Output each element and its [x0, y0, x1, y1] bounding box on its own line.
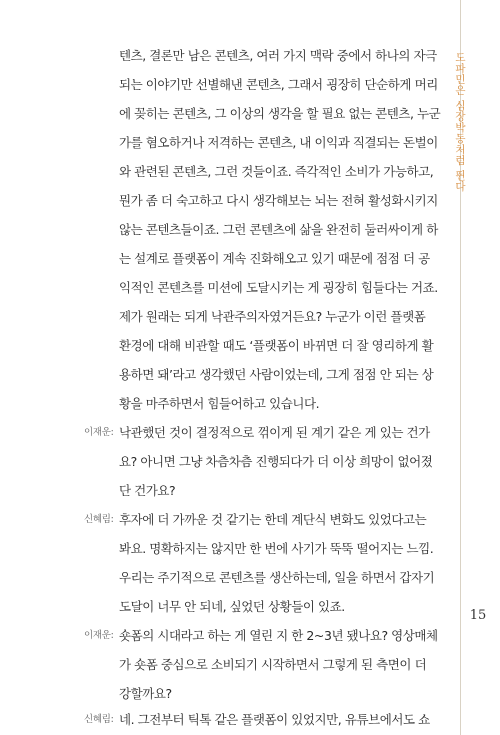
text-line: 에 꽂히는 콘텐츠, 그 이상의 생각을 할 필요 없는 콘텐츠, 누군	[119, 106, 441, 121]
text-line: 숏폼의 시대라고 하는 게 열린 지 한 2~3년 됐나요? 영상매체	[119, 628, 438, 643]
text-line: 황을 마주하면서 힘들어하고 있습니다.	[119, 396, 320, 411]
text-line: 네. 그전부터 틱톡 같은 플랫폼이 있었지만, 유튜브에서도 쇼	[119, 712, 430, 727]
text-line: 용하면 돼’라고 생각했던 사람이었는데, 그게 점점 안 되는 상	[119, 367, 434, 382]
text-line: 와 관련된 콘텐츠, 그런 것들이죠. 즉각적인 소비가 가능하고,	[119, 164, 434, 179]
text-line: 단 건가요?	[119, 483, 176, 498]
text-line: 도달이 너무 안 되네, 싶었던 상황들이 있죠.	[119, 599, 345, 614]
text-line: 제가 원래는 되게 낙관주의자였거든요? 누군가 이런 플랫폼	[119, 309, 426, 324]
speaker-label: 신혜림:	[84, 514, 114, 525]
text-line: 낙관했던 것이 결정적으로 꺾이게 된 계기 같은 게 있는 건가	[119, 425, 430, 440]
speaker-label: 이재운:	[84, 427, 114, 438]
text-line: 요? 아니면 그냥 차츰차츰 진행되다가 더 이상 희망이 없어졌	[119, 454, 433, 469]
text-line: 텐츠, 결론만 남은 콘텐츠, 여러 가지 맥락 중에서 하나의 자극	[119, 48, 437, 63]
speaker-label: 신혜림:	[84, 714, 114, 725]
text-line: 봐요. 명확하지는 않지만 한 번에 사기가 뚝뚝 떨어지는 느낌.	[119, 541, 434, 556]
text-line: 않는 콘텐츠들이죠. 그런 콘텐츠에 삶을 완전히 둘러싸이게 하	[119, 222, 438, 237]
text-line: 는 설계로 플랫폼이 계속 진화해오고 있기 때문에 점점 더 공	[119, 251, 430, 266]
text-line: 우리는 주기적으로 콘텐츠를 생산하는데, 일을 하면서 갑자기	[119, 570, 435, 585]
text-line: 뭔가 좀 더 숙고하고 다시 생각해보는 뇌는 전혀 활성화시키지	[119, 193, 438, 208]
text-line: 환경에 대해 비관할 때도 ‘플랫폼이 바뀌면 더 잘 영리하게 활	[119, 338, 434, 353]
text-line: 익적인 콘텐츠를 미션에 도달시키는 게 굉장히 힘들다는 거죠.	[119, 280, 438, 295]
text-line: 후자에 더 가까운 것 같기는 한데 계단식 변화도 있었다고는	[119, 512, 427, 527]
text-line: 되는 이야기만 선별해낸 콘텐츠, 그래서 굉장히 단순하게 머리	[119, 77, 438, 92]
running-head: 도파민은 심장박동처럼 뛴다	[454, 52, 466, 192]
speaker-label: 이재운:	[84, 630, 114, 641]
text-line: 강할까요?	[119, 686, 172, 701]
text-line: 가를 혐오하거나 저격하는 콘텐츠, 내 이익과 직결되는 돈벌이	[119, 135, 438, 150]
text-line: 가 숏폼 중심으로 소비되기 시작하면서 그렇게 된 측면이 더	[119, 657, 427, 672]
page-number: 15	[463, 606, 493, 626]
